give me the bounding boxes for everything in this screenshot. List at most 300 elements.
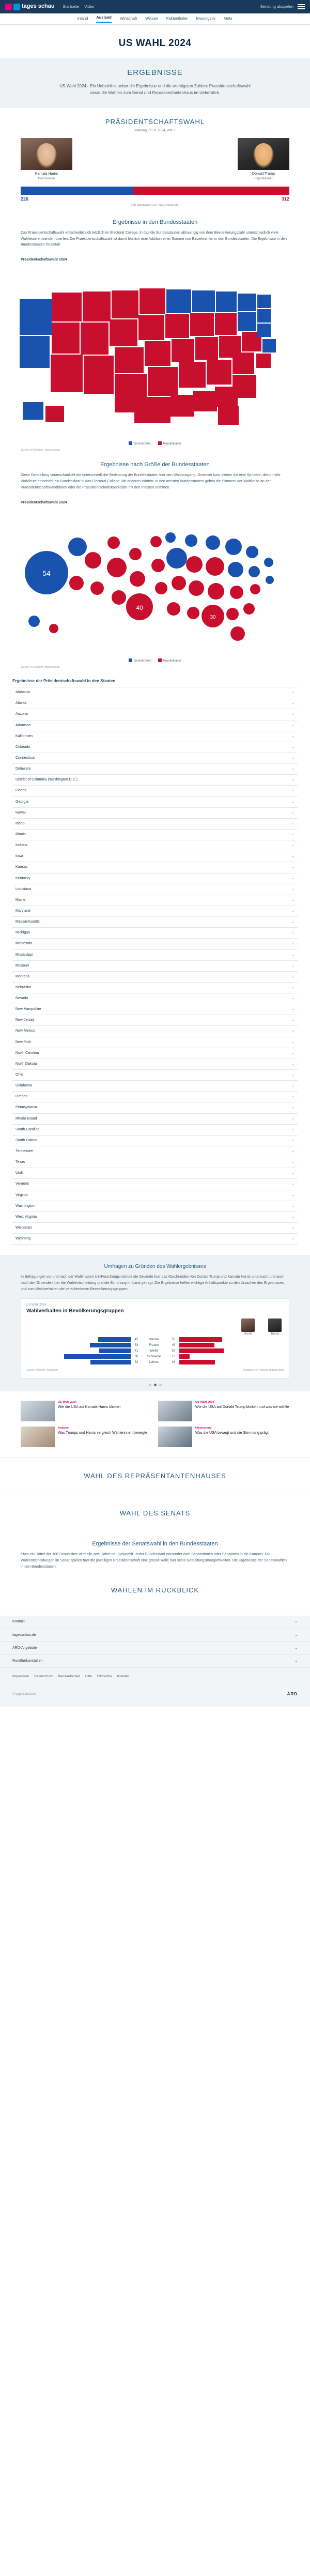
state-accordion-row[interactable] bbox=[12, 797, 298, 808]
house-section-title: WAHL DES REPRÄSENTANTENHAUSES bbox=[0, 1458, 310, 1495]
carousel-dot-3[interactable] bbox=[159, 1384, 162, 1386]
teaser-title-2: Wie die USA auf Donald Trump blicken und was sie wählte bbox=[195, 1405, 289, 1409]
chevron-down-icon: ⌄ bbox=[291, 865, 295, 869]
state-accordion-label: Virginia bbox=[16, 1193, 28, 1197]
state-accordion-label: Arizona bbox=[16, 712, 28, 716]
state-accordion-label: Alaska bbox=[16, 701, 27, 706]
state-accordion-label: Wisconsin bbox=[16, 1226, 32, 1230]
state-accordion-row[interactable] bbox=[12, 972, 298, 983]
state-accordion-row[interactable] bbox=[12, 698, 298, 709]
chevron-down-icon: ⌄ bbox=[291, 756, 295, 760]
states-accordion bbox=[12, 687, 298, 1245]
teaser-title-4: Was die USA bewegt und die Stimmung prägt bbox=[195, 1431, 269, 1435]
survey-card-candidates bbox=[26, 1318, 284, 1337]
footer-link-kontakt[interactable]: Kontakt bbox=[117, 1675, 129, 1679]
us-choropleth-map[interactable] bbox=[0, 265, 310, 438]
chevron-down-icon: ⌄ bbox=[291, 821, 295, 825]
logo-text-right: schau bbox=[38, 3, 55, 10]
survey-bar-rep bbox=[179, 1354, 284, 1359]
map-legend bbox=[0, 438, 310, 447]
survey-source-right: Angaben in Prozent, tagesschau bbox=[242, 1369, 284, 1372]
state-accordion-label: Georgia bbox=[16, 800, 28, 804]
survey-bar-rep-value: 46 bbox=[172, 1360, 176, 1364]
page-title: US WAHL 2024 bbox=[118, 38, 192, 49]
survey-trump-photo bbox=[268, 1318, 282, 1332]
chevron-down-icon: ⌄ bbox=[291, 876, 295, 880]
state-accordion-row[interactable] bbox=[12, 1102, 298, 1113]
teaser-kicker-1: US-Wahl 2024 bbox=[58, 1401, 77, 1404]
chevron-down-icon: ⌄ bbox=[291, 1116, 295, 1121]
state-accordion-row[interactable] bbox=[12, 1037, 298, 1048]
chevron-down-icon: ⌄ bbox=[291, 1204, 295, 1208]
state-accordion-label: Kentucky bbox=[16, 876, 30, 880]
cartogram-title: Ergebnisse nach Größe der Bundesstaaten bbox=[100, 462, 210, 468]
top-bar bbox=[0, 0, 310, 13]
cartogram-svg bbox=[16, 511, 295, 655]
chevron-down-icon: ⌄ bbox=[291, 778, 295, 782]
state-accordion-row[interactable] bbox=[12, 709, 298, 720]
presidential-heading: PRÄSIDENTSCHAFTSWAHL bbox=[105, 117, 205, 126]
top-link-startseite[interactable]: Startseite bbox=[63, 4, 80, 9]
state-accordion-label: Minnesota bbox=[16, 942, 33, 946]
state-accordion-row[interactable] bbox=[12, 873, 298, 884]
state-accordion-row[interactable] bbox=[12, 1190, 298, 1201]
cartogram-article bbox=[0, 453, 310, 493]
footer-row-ard-angebote[interactable] bbox=[0, 1642, 310, 1655]
footer-row-label-1: tagesschau.de bbox=[12, 1633, 36, 1637]
footer-row-tagesschau[interactable] bbox=[0, 1629, 310, 1642]
state-accordion-row[interactable] bbox=[12, 1168, 298, 1179]
chevron-down-icon: ⌄ bbox=[291, 691, 295, 695]
state-accordion-row[interactable] bbox=[12, 1048, 298, 1059]
cartogram-legend-rep-label: Republikaner bbox=[163, 659, 182, 663]
chevron-down-icon: ⌄ bbox=[291, 1029, 295, 1033]
legend-rep bbox=[158, 441, 181, 447]
survey-bar-label: Latinos bbox=[149, 1360, 159, 1364]
chevron-down-icon: ⌄ bbox=[291, 767, 295, 771]
electoral-numbers bbox=[21, 195, 289, 203]
tagesschau-logo[interactable] bbox=[5, 3, 55, 11]
trump-portrait bbox=[238, 138, 289, 170]
cartogram-legend-rep bbox=[158, 658, 181, 664]
chevron-down-icon: ⌄ bbox=[291, 701, 295, 706]
top-link-video[interactable]: Video bbox=[84, 4, 95, 9]
state-accordion-label: Oregon bbox=[16, 1095, 28, 1099]
footer-link-barrierefreiheit[interactable]: Barrierefreiheit bbox=[58, 1675, 80, 1679]
chevron-down-icon: ⌄ bbox=[291, 832, 295, 836]
state-accordion-label: Oklahoma bbox=[16, 1084, 32, 1088]
retro-section-title: WAHLEN IM RÜCKBLICK bbox=[111, 1586, 199, 1594]
teaser-item-1[interactable] bbox=[21, 1401, 152, 1421]
teaser-item-4[interactable] bbox=[158, 1427, 289, 1447]
chevron-down-icon: ⌄ bbox=[291, 745, 295, 749]
harris-name: Kamala Harris bbox=[35, 172, 58, 176]
hamburger-icon[interactable] bbox=[298, 4, 305, 9]
footer-link-impressum[interactable]: Impressum bbox=[12, 1675, 29, 1679]
state-accordion-row[interactable] bbox=[12, 917, 298, 928]
state-accordion-label: Rhode Island bbox=[16, 1116, 37, 1121]
survey-bar-row bbox=[26, 1354, 284, 1359]
chevron-down-icon: ⌄ bbox=[291, 942, 295, 946]
chevron-down-icon: ⌄ bbox=[291, 1237, 295, 1241]
survey-bar-rep-value: 13 bbox=[172, 1355, 176, 1358]
survey-bar-rep-value: 55 bbox=[172, 1338, 176, 1341]
legend-dem-label: Demokraten bbox=[133, 442, 151, 446]
harris-portrait bbox=[21, 138, 72, 170]
top-bar-right bbox=[260, 4, 305, 10]
state-accordion-row[interactable] bbox=[12, 753, 298, 764]
survey-bar-rep-value: 45 bbox=[172, 1343, 176, 1347]
presidential-subheading: Wahltag: 05.11.2024, 48h + bbox=[134, 128, 176, 132]
survey-bar-dem-value: 86 bbox=[134, 1355, 138, 1358]
state-accordion-row[interactable] bbox=[12, 840, 298, 851]
trump-name: Donald Trump bbox=[252, 172, 275, 176]
chevron-down-icon: ⌄ bbox=[291, 1160, 295, 1164]
teaser-title-3: Was Trumps und Harris vergleich Wählerinnen bewegte bbox=[58, 1431, 147, 1435]
chevron-down-icon: ⌄ bbox=[295, 1620, 298, 1624]
svg-text:40: 40 bbox=[136, 604, 143, 611]
survey-bar-label: Weiße bbox=[149, 1349, 159, 1353]
map-source: Quelle: AP/Edison, tagesschau bbox=[21, 449, 60, 452]
carousel-dots bbox=[0, 1378, 310, 1386]
survey-bar-rep bbox=[179, 1348, 284, 1353]
state-accordion-label: Arkansas bbox=[16, 723, 31, 727]
footer-row-label-2: ARD-Angebote bbox=[12, 1646, 37, 1650]
state-accordion-row[interactable] bbox=[12, 731, 298, 742]
state-accordion-row[interactable] bbox=[12, 950, 298, 961]
teaser-kicker-3: Analyse bbox=[58, 1427, 69, 1430]
harris-party: Demokraten bbox=[38, 177, 55, 181]
chevron-down-icon: ⌄ bbox=[291, 1018, 295, 1022]
chevron-down-icon: ⌄ bbox=[291, 920, 295, 924]
survey-card[interactable] bbox=[21, 1298, 289, 1378]
survey-bar-rep bbox=[179, 1343, 284, 1347]
chevron-down-icon: ⌄ bbox=[291, 953, 295, 957]
state-accordion-label: Vermont bbox=[16, 1182, 29, 1186]
state-accordion-row[interactable] bbox=[12, 862, 298, 873]
survey-card-kicker: US Wahl 2024 bbox=[26, 1304, 47, 1307]
chevron-down-icon: ⌄ bbox=[291, 734, 295, 738]
state-accordion-label: Nebraska bbox=[16, 985, 31, 989]
chevron-down-icon: ⌄ bbox=[291, 985, 295, 989]
nav-item-ausland[interactable]: Ausland bbox=[96, 15, 112, 23]
electoral-threshold-label: 270 Wahlleute zum Sieg notwendig bbox=[131, 204, 179, 208]
map-article bbox=[0, 210, 310, 251]
survey-trump-label: Trump bbox=[270, 1332, 280, 1336]
survey-bar-dem-value: 53 bbox=[134, 1343, 138, 1347]
survey-harris-photo bbox=[241, 1318, 255, 1332]
state-accordion-row[interactable] bbox=[12, 1081, 298, 1092]
state-accordion-row[interactable] bbox=[12, 884, 298, 895]
cartogram-source: Quelle: AP/Edison, tagesschau bbox=[21, 665, 60, 669]
cartogram-text: Diese Darstellung veranschaulicht die unterschiedliche Bedeutung der Bundesstaaten fuer den Wahlausgang. Groesser bzw. kleiner die eine Sphaere, desto mehr Wahlleute entsendet ein Bundesstaat in das Electoral College. Mit anderen Worten: In den meisten Bundesstaaten geben die Stimmen der Wahlleute an den Praesidentschaftskandidaten oder die Praesidentschaftskandidatin mit den meisten Stimmen. bbox=[21, 473, 281, 489]
state-accordion-row[interactable] bbox=[12, 1234, 298, 1245]
survey-intro: In Befragungen vor und nach der Wahl haben US-Forschungsinstitute die Gruende fuer das Abschneiden von Donald Trump und Kamala Harris untersucht und auch nach den Gruenden fuer die Wahlentscheidung und die Stimmung im Land gefragt. Die Ergebnisse helfen wichtige Anhaltspunkte zu den Ursachen des Ergebnisses und zum Wahlverhalten der verschiedenen Bevoelkerungsgruppen. bbox=[21, 1275, 285, 1291]
state-accordion-label: Michigan bbox=[16, 931, 30, 935]
survey-harris bbox=[241, 1318, 255, 1337]
senate-states-article bbox=[0, 1532, 310, 1572]
state-accordion-label: Utah bbox=[16, 1171, 23, 1175]
chevron-down-icon: ⌄ bbox=[291, 1106, 295, 1110]
state-accordion-label: North Carolina bbox=[16, 1051, 39, 1055]
state-accordion-row[interactable] bbox=[12, 983, 298, 993]
state-accordion-row[interactable] bbox=[12, 786, 298, 796]
state-accordion-row[interactable] bbox=[12, 1015, 298, 1026]
state-accordion-label: Tennessee bbox=[16, 1149, 33, 1154]
state-accordion-label: Kansas bbox=[16, 865, 28, 869]
state-accordion-label: Wyoming bbox=[16, 1237, 31, 1241]
state-accordion-row[interactable] bbox=[12, 895, 298, 906]
state-accordion-row[interactable] bbox=[12, 742, 298, 753]
survey-bar-row bbox=[26, 1337, 284, 1342]
candidate-row bbox=[0, 138, 310, 181]
chevron-down-icon: ⌄ bbox=[291, 1215, 295, 1219]
state-accordion-row[interactable] bbox=[12, 1092, 298, 1102]
state-accordion-label: Kalifornien bbox=[16, 734, 33, 738]
teaser-item-2[interactable] bbox=[158, 1401, 289, 1421]
chevron-down-icon: ⌄ bbox=[291, 974, 295, 978]
chevron-down-icon: ⌄ bbox=[291, 931, 295, 935]
state-accordion-row[interactable] bbox=[12, 1026, 298, 1037]
state-accordion-label: South Carolina bbox=[16, 1127, 40, 1131]
chevron-down-icon: ⌄ bbox=[291, 1138, 295, 1142]
map-article-text: Das Praesidentschaftswahl entscheidet sich letztlich im Electoral College. In das die Bundesstaaten abhaengig von ihrer Bevoelkerungszahl unterschiedlich viele Wahlleute entsenden duerfen. Die Praesidentschaftswahl ist damit letztlich eine Addition einer Summe von Einzelwahlen in den Bundesstaaten. Die Ergebnisse in den Bundesstaaten im Detail. bbox=[21, 231, 287, 247]
nav-item-inland[interactable]: Inland bbox=[77, 16, 88, 21]
state-accordion-label: Maine bbox=[16, 898, 26, 902]
footer bbox=[0, 1616, 310, 1707]
survey-bar-dem bbox=[26, 1360, 131, 1364]
electoral-bar bbox=[21, 187, 289, 195]
carousel-dot-2[interactable] bbox=[154, 1384, 157, 1386]
state-accordion-row[interactable] bbox=[12, 939, 298, 949]
survey-bar-row bbox=[26, 1348, 284, 1353]
map-chart-label: Präsidentschaftswahl 2024 bbox=[21, 258, 67, 262]
state-accordion-row[interactable] bbox=[12, 1059, 298, 1070]
survey-card-footer bbox=[26, 1366, 284, 1373]
state-accordion-label: Hawaii bbox=[16, 810, 27, 815]
chevron-down-icon: ⌄ bbox=[291, 1084, 295, 1088]
state-accordion-label: Illinois bbox=[16, 832, 26, 836]
survey-bar-dem bbox=[26, 1337, 131, 1342]
state-accordion-label: Mississippi bbox=[16, 953, 33, 957]
footer-bottom bbox=[0, 1685, 310, 1707]
state-accordion-row[interactable] bbox=[12, 764, 298, 775]
survey-title: Umfragen zu Gründen des Wahlergebnisses bbox=[104, 1264, 206, 1270]
state-accordion-label: Washington bbox=[16, 1204, 35, 1208]
state-accordion-row[interactable] bbox=[12, 1136, 298, 1146]
state-accordion-row[interactable] bbox=[12, 1125, 298, 1136]
senate-section-title: WAHL DES SENATS bbox=[0, 1495, 310, 1532]
survey-bar-dem bbox=[26, 1354, 131, 1359]
state-accordion-row[interactable] bbox=[12, 720, 298, 731]
state-accordion-label: Texas bbox=[16, 1160, 25, 1164]
electoral-bar-rep bbox=[133, 187, 289, 195]
chevron-down-icon: ⌄ bbox=[291, 723, 295, 727]
chevron-down-icon: ⌄ bbox=[291, 1007, 295, 1011]
electoral-bar-dem bbox=[21, 187, 133, 195]
chevron-down-icon: ⌄ bbox=[291, 996, 295, 1001]
footer-row-label-3: Rundfunkanstalten bbox=[12, 1659, 43, 1663]
chevron-down-icon: ⌄ bbox=[291, 1226, 295, 1230]
intro-text: US-Wahl 2024 - Ein Ueberblick ueber die Ergebnisse und die wichtigsten Zahlen: Praesidentschaftswahl sowie die Wahlen zum Senat und Repraesentantenhaus im Ueberblick. bbox=[59, 84, 251, 96]
chevron-down-icon: ⌄ bbox=[291, 1182, 295, 1186]
state-accordion-row[interactable] bbox=[12, 819, 298, 830]
state-accordion-label: Connecticut bbox=[16, 756, 35, 760]
survey-bar-dem-value: 41 bbox=[134, 1349, 138, 1353]
state-accordion-label: Iowa bbox=[16, 854, 23, 858]
state-accordion-row[interactable] bbox=[12, 1070, 298, 1081]
footer-row-rundfunkanstalten[interactable] bbox=[0, 1655, 310, 1668]
survey-harris-label: Harris bbox=[244, 1332, 252, 1336]
footer-copyright: © tagesschau.de bbox=[12, 1692, 36, 1696]
survey-bar-label: Männer bbox=[148, 1338, 160, 1341]
state-accordion-label: Montana bbox=[16, 974, 30, 978]
chevron-down-icon: ⌄ bbox=[291, 1073, 295, 1077]
state-accordion-row[interactable] bbox=[12, 906, 298, 917]
survey-bar-dem bbox=[26, 1343, 131, 1347]
chevron-down-icon: ⌄ bbox=[291, 1040, 295, 1044]
candidate-harris[interactable] bbox=[21, 138, 72, 181]
state-accordion-row[interactable] bbox=[12, 1114, 298, 1125]
chevron-down-icon: ⌄ bbox=[291, 712, 295, 716]
chevron-down-icon: ⌄ bbox=[291, 898, 295, 902]
teaser-thumb-3 bbox=[21, 1427, 55, 1447]
footer-link-hilfe[interactable]: Hilfe bbox=[85, 1675, 92, 1679]
survey-bar-dem bbox=[26, 1348, 131, 1353]
cartogram-legend-dem-swatch bbox=[129, 658, 132, 662]
survey-bar-rep bbox=[179, 1337, 284, 1342]
state-accordion-label: Massachusetts bbox=[16, 920, 40, 924]
intro-section bbox=[0, 58, 310, 108]
state-accordion-row[interactable] bbox=[12, 1157, 298, 1168]
survey-section bbox=[0, 1255, 310, 1391]
state-accordion-row[interactable] bbox=[12, 1179, 298, 1190]
senate-states-title: Ergebnisse der Senatswahl in den Bundesstaaten bbox=[92, 1541, 218, 1547]
state-accordion-label: South Dakota bbox=[16, 1138, 38, 1142]
logo-text-left: tages bbox=[22, 3, 37, 10]
carousel-dot-1[interactable] bbox=[149, 1384, 151, 1386]
chevron-down-icon: ⌄ bbox=[291, 1193, 295, 1197]
chevron-down-icon: ⌄ bbox=[291, 1095, 295, 1099]
cartogram-legend-rep-swatch bbox=[158, 658, 162, 662]
state-accordion-row[interactable] bbox=[12, 1223, 298, 1234]
state-accordion-row[interactable] bbox=[12, 775, 298, 786]
state-accordion-label: Colorado bbox=[16, 745, 30, 749]
chevron-down-icon: ⌄ bbox=[295, 1633, 298, 1637]
state-accordion-label: New Jersey bbox=[16, 1018, 35, 1022]
state-accordion-label: Ohio bbox=[16, 1073, 23, 1077]
chevron-down-icon: ⌄ bbox=[291, 1051, 295, 1055]
state-accordion-label: New Mexico bbox=[16, 1029, 36, 1033]
chevron-down-icon: ⌄ bbox=[291, 887, 295, 891]
chevron-down-icon: ⌄ bbox=[295, 1659, 298, 1663]
survey-bar-rep-value: 57 bbox=[172, 1349, 176, 1353]
footer-row-label-0: Kontakt bbox=[12, 1620, 25, 1624]
state-accordion-label: Indiana bbox=[16, 844, 27, 848]
chevron-down-icon: ⌄ bbox=[295, 1646, 298, 1650]
state-accordion-row[interactable] bbox=[12, 808, 298, 819]
state-accordion-row[interactable] bbox=[12, 928, 298, 939]
state-accordion-row[interactable] bbox=[12, 851, 298, 862]
us-map-svg bbox=[16, 268, 295, 438]
survey-bar-rep bbox=[179, 1360, 284, 1364]
state-accordion-row[interactable] bbox=[12, 993, 298, 1004]
main-nav bbox=[0, 13, 310, 25]
state-accordion-row[interactable] bbox=[12, 1201, 298, 1212]
legend-rep-label: Republikaner bbox=[163, 442, 182, 446]
cartogram-legend-dem-label: Demokraten bbox=[133, 659, 151, 663]
presidential-section bbox=[0, 108, 310, 210]
logo-square-blue bbox=[13, 4, 20, 10]
chevron-down-icon: ⌄ bbox=[291, 1127, 295, 1131]
state-accordion-label: West Virginia bbox=[16, 1215, 37, 1219]
state-accordion-row[interactable] bbox=[12, 830, 298, 840]
state-accordion-label: Missouri bbox=[16, 963, 29, 968]
footer-link-bildrechte[interactable]: Bildrechte bbox=[97, 1675, 112, 1679]
trump-electoral-votes: 312 bbox=[281, 196, 289, 202]
nav-item-faktenfinder[interactable]: Faktenfinder bbox=[166, 16, 188, 21]
state-accordion-label: Nevada bbox=[16, 996, 28, 1001]
top-bar-links bbox=[63, 4, 95, 10]
map-states bbox=[20, 288, 276, 425]
state-accordion-row[interactable] bbox=[12, 961, 298, 972]
cartogram-legend-dem bbox=[129, 658, 151, 664]
state-accordion-row[interactable] bbox=[12, 687, 298, 698]
nav-item-wirtschaft[interactable]: Wirtschaft bbox=[119, 16, 137, 21]
play-broadcast-label[interactable]: Sendung abspielen bbox=[260, 4, 293, 9]
svg-text:54: 54 bbox=[42, 569, 51, 577]
state-accordion-row[interactable] bbox=[12, 1146, 298, 1157]
teaser-title-1: Wie die USA auf Kamala Harris blicken bbox=[58, 1405, 120, 1409]
survey-bar-dem-value: 52 bbox=[134, 1360, 138, 1364]
chevron-down-icon: ⌄ bbox=[291, 789, 295, 793]
survey-bar-dem-value: 42 bbox=[134, 1338, 138, 1341]
svg-text:30: 30 bbox=[210, 614, 216, 620]
cartogram-bubbles bbox=[25, 532, 274, 641]
footer-link-datenschutz[interactable]: Datenschutz bbox=[34, 1675, 53, 1679]
teaser-item-3[interactable] bbox=[21, 1427, 152, 1447]
legend-rep-swatch bbox=[158, 441, 162, 445]
nav-item-investigativ[interactable]: Investigativ bbox=[196, 16, 216, 21]
state-accordion-label: New York bbox=[16, 1040, 31, 1044]
teaser-thumb-4 bbox=[158, 1427, 192, 1447]
state-accordion-row[interactable] bbox=[12, 1212, 298, 1223]
state-accordion-row[interactable] bbox=[12, 1004, 298, 1015]
state-accordion-label: Pennsylvania bbox=[16, 1106, 37, 1110]
legend-dem-swatch bbox=[129, 441, 132, 445]
chevron-down-icon: ⌄ bbox=[291, 1171, 295, 1175]
state-accordion-label: New Hampshire bbox=[16, 1007, 41, 1011]
cartogram-chart-label: Präsidentschaftswahl 2024 bbox=[21, 500, 67, 504]
state-accordion-label: North Dakota bbox=[16, 1062, 37, 1066]
nav-item-wissen[interactable]: Wissen bbox=[145, 16, 158, 21]
state-accordion-label: Delaware bbox=[16, 767, 31, 771]
footer-row-kontakt[interactable] bbox=[0, 1616, 310, 1629]
nav-item-mehr[interactable]: Mehr bbox=[224, 16, 233, 21]
cartogram-legend bbox=[0, 655, 310, 664]
survey-trump bbox=[268, 1318, 282, 1337]
chevron-down-icon: ⌄ bbox=[291, 810, 295, 815]
ard-logo[interactable]: ARD bbox=[287, 1692, 298, 1697]
us-bubble-cartogram[interactable] bbox=[0, 508, 310, 655]
state-accordion-label: Idaho bbox=[16, 821, 25, 825]
state-accordion-label: Louisiana bbox=[16, 887, 31, 891]
survey-bar-label: Schwarze bbox=[147, 1355, 161, 1358]
footer-links bbox=[0, 1668, 310, 1685]
state-accordion-label: Alabama bbox=[16, 691, 30, 695]
candidate-trump[interactable] bbox=[238, 138, 289, 181]
intro-heading: ERGEBNISSE bbox=[127, 68, 183, 77]
